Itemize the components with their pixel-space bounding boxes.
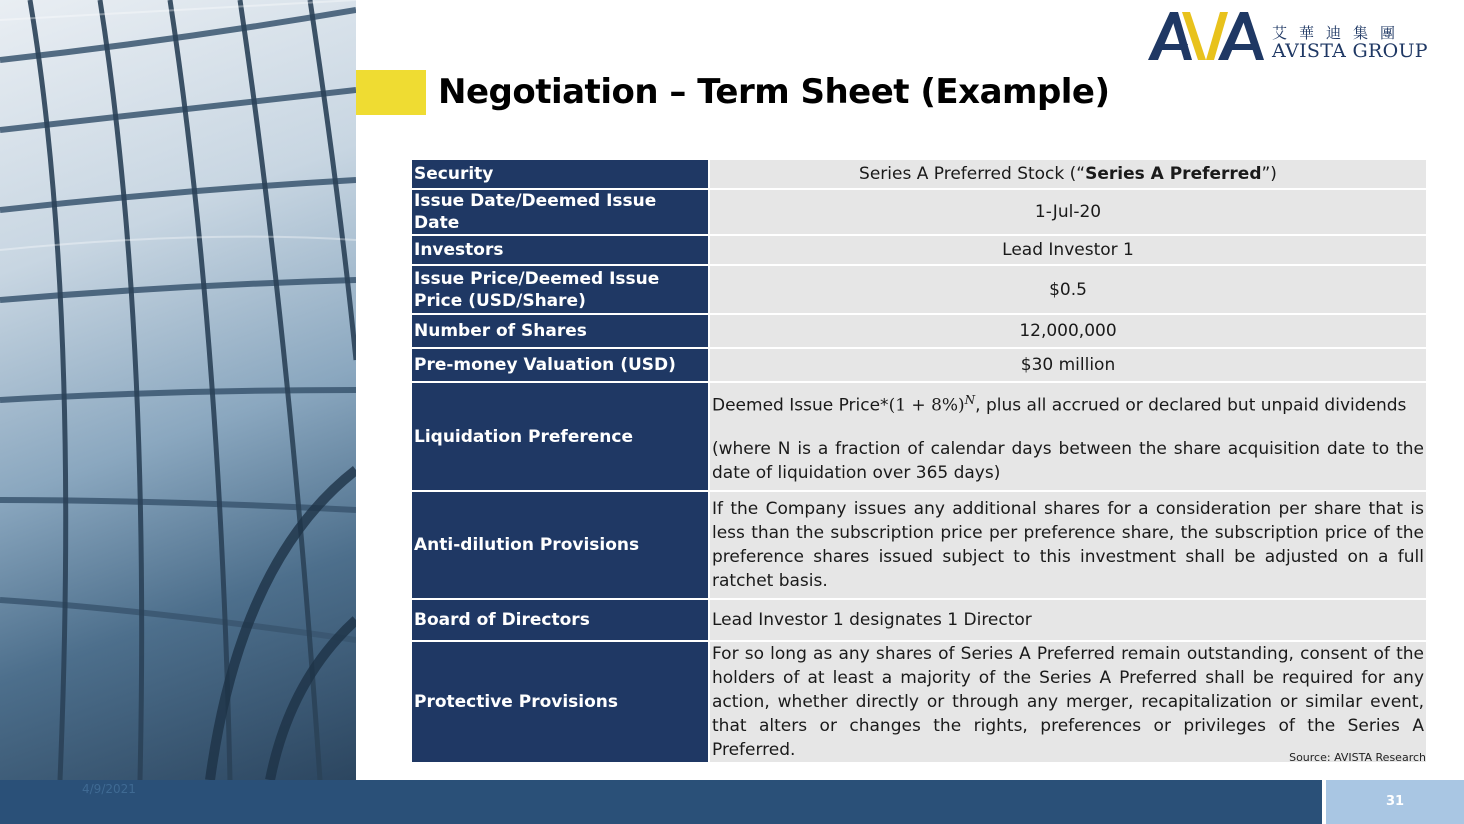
liquidation-formula-prefix: Deemed Issue Price* <box>712 395 889 416</box>
footer-date: 4/9/2021 <box>82 782 136 796</box>
title-accent-block <box>356 70 426 115</box>
ava-logo-mark <box>1148 10 1270 62</box>
table-row-security <box>411 159 1427 189</box>
row-label-valuation: Pre-money Valuation (USD) <box>411 348 709 382</box>
row-label-issue-date: Issue Date/Deemed Issue Date <box>411 189 709 235</box>
page-title: Negotiation – Term Sheet (Example) <box>438 72 1110 112</box>
row-label-issue-price: Issue Price/Deemed Issue Price (USD/Share) <box>411 265 709 314</box>
row-label-anti-dilution: Anti-dilution Provisions <box>411 491 709 599</box>
page-number: 31 <box>1385 794 1405 809</box>
security-value-suffix: ”) <box>1261 164 1277 184</box>
security-value-prefix: Series A Preferred Stock (“ <box>859 164 1086 184</box>
table-row-anti-dilution <box>411 491 1427 599</box>
row-value-issue-price: $0.5 <box>709 265 1427 314</box>
liquidation-formula: (1 + 8%) <box>888 395 965 416</box>
liquidation-note: (where N is a fraction of calendar days between the share acquisition date to the date of liquidation over 365 days) <box>712 439 1424 484</box>
liquidation-exponent: N <box>964 392 976 407</box>
row-label-number-of-shares: Number of Shares <box>411 314 709 348</box>
row-value-liquidation <box>709 382 1427 491</box>
logo-chinese-name: 艾華迪集團 <box>1272 24 1408 42</box>
row-value-issue-date: 1-Jul-20 <box>709 189 1427 235</box>
glass-roof-illustration <box>0 0 356 780</box>
table-row-number-of-shares <box>411 314 1427 348</box>
architecture-photo <box>0 0 356 780</box>
row-value-valuation: $30 million <box>709 348 1427 382</box>
row-label-security: Security <box>411 159 709 189</box>
row-label-board: Board of Directors <box>411 599 709 641</box>
row-value-protective: For so long as any shares of Series A Preferred remain outstanding, consent of the holders of at least a majority of the Series A Preferred shall be required for any action, whether directly or through any merger, recapitalization or similar event, that alters or changes the rights, preferences or privileges of the Series A Preferred. <box>709 641 1427 763</box>
avista-logo <box>1148 10 1440 62</box>
logo-english-name: AVISTA GROUP <box>1272 40 1428 62</box>
row-label-protective: Protective Provisions <box>411 641 709 763</box>
row-value-security <box>709 159 1427 189</box>
table-row-board <box>411 599 1427 641</box>
table-row-issue-price <box>411 265 1427 314</box>
table-row-liquidation <box>411 382 1427 491</box>
row-value-board: Lead Investor 1 designates 1 Director <box>709 599 1427 641</box>
liquidation-gap <box>712 417 1424 437</box>
table-row-valuation <box>411 348 1427 382</box>
footer-bar <box>0 780 1322 824</box>
source-note: Source: AVISTA Research <box>1289 751 1426 764</box>
row-label-investors: Investors <box>411 235 709 265</box>
security-value-bold: Series A Preferred <box>1085 164 1262 184</box>
row-value-number-of-shares: 12,000,000 <box>709 314 1427 348</box>
table-row-protective <box>411 641 1427 763</box>
row-value-investors: Lead Investor 1 <box>709 235 1427 265</box>
term-sheet-table <box>410 158 1428 764</box>
table-row-investors <box>411 235 1427 265</box>
table-row-issue-date <box>411 189 1427 235</box>
row-value-anti-dilution: If the Company issues any additional shares for a consideration per share that is less than the subscription price per preference share, the subscription price of the preference shares issued subject to this investment shall be adjusted on a full ratchet basis. <box>709 491 1427 599</box>
liquidation-formula-suffix: , plus all accrued or declared but unpaid dividends <box>975 395 1407 416</box>
page-number-box <box>1326 780 1464 824</box>
row-label-liquidation: Liquidation Preference <box>411 382 709 491</box>
